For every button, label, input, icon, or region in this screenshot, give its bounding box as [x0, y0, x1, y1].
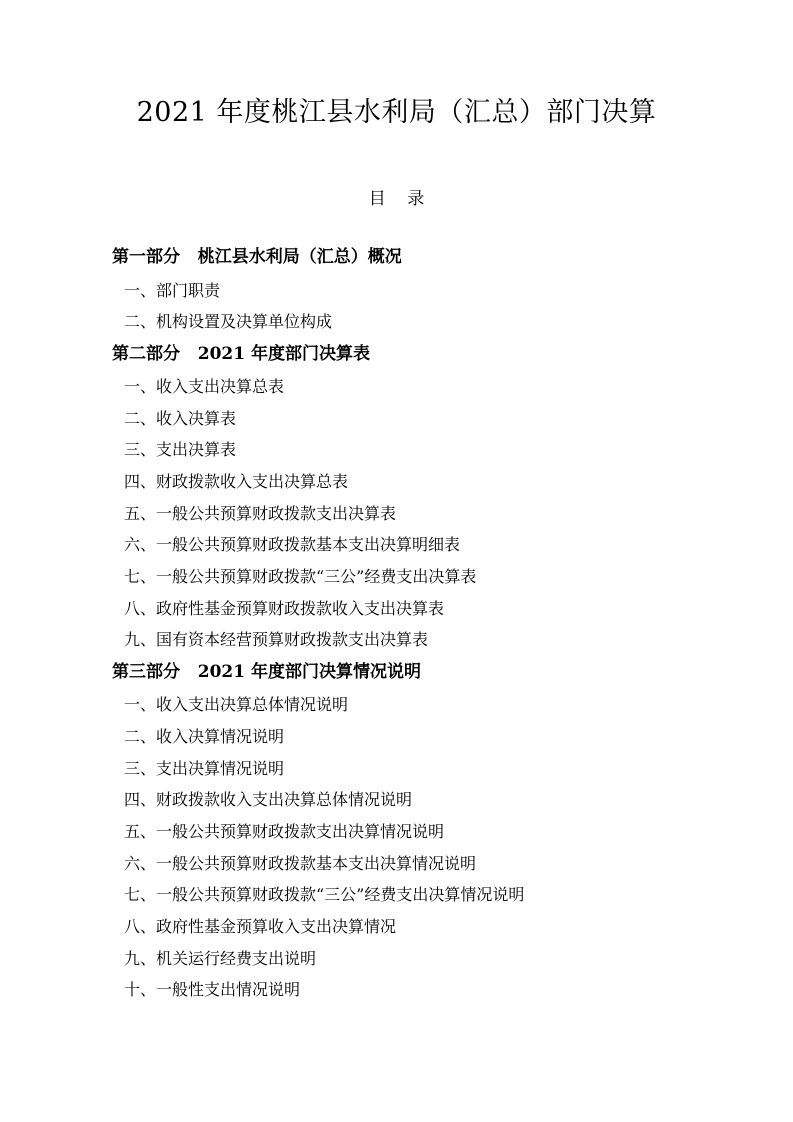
toc-part-heading[interactable]: [0, 338, 793, 371]
toc-item[interactable]: 二、收入决算情况说明: [124, 726, 285, 746]
toc-section-1: [0, 209, 793, 337]
toc-item[interactable]: 四、财政拨款收入支出决算总表: [124, 472, 349, 492]
toc-section-2: [0, 338, 793, 656]
part-title: 桃江县水利局（汇总）概况: [197, 247, 402, 268]
part-title: 2021 年度部门决算表: [197, 343, 370, 364]
toc-item[interactable]: 七、一般公共预算财政拨款“三公”经费支出决算表: [124, 567, 477, 587]
table-of-contents: [0, 209, 793, 1006]
toc-item[interactable]: 七、一般公共预算财政拨款“三公”经费支出决算情况说明: [124, 885, 525, 905]
toc-item[interactable]: 六、一般公共预算财政拨款基本支出决算情况说明: [124, 853, 477, 873]
toc-item[interactable]: 三、支出决算情况说明: [124, 758, 285, 778]
toc-item[interactable]: 四、财政拨款收入支出决算总体情况说明: [124, 790, 413, 810]
toc-section-3: [0, 656, 793, 1006]
part-label: 第三部分: [112, 662, 180, 683]
toc-item[interactable]: 二、机构设置及决算单位构成: [124, 312, 333, 332]
part-label: 第一部分: [112, 247, 180, 268]
page-title: 2021 年度桃江县水利局（汇总）部门决算: [136, 97, 657, 128]
toc-heading: 目 录: [368, 189, 433, 210]
part-label: 第二部分: [112, 343, 180, 364]
toc-item[interactable]: 二、收入决算表: [124, 408, 237, 428]
toc-item[interactable]: 八、政府性基金预算财政拨款收入支出决算表: [124, 598, 445, 618]
toc-item[interactable]: 五、一般公共预算财政拨款支出决算情况说明: [124, 821, 445, 841]
toc-item[interactable]: 六、一般公共预算财政拨款基本支出决算明细表: [124, 535, 461, 555]
toc-item[interactable]: 一、收入支出决算总表: [124, 377, 285, 397]
toc-item[interactable]: 十、一般性支出情况说明: [124, 980, 301, 1000]
toc-item[interactable]: 一、部门职责: [124, 280, 221, 300]
toc-part-heading[interactable]: [0, 241, 793, 274]
toc-item[interactable]: 八、政府性基金预算收入支出决算情况: [124, 916, 397, 936]
toc-item[interactable]: 三、支出决算表: [124, 440, 237, 460]
toc-part-heading[interactable]: [0, 656, 793, 689]
toc-item[interactable]: 九、机关运行经费支出说明: [124, 948, 317, 968]
toc-item[interactable]: 一、收入支出决算总体情况说明: [124, 695, 349, 715]
toc-item[interactable]: 九、国有资本经营预算财政拨款支出决算表: [124, 630, 429, 650]
part-title: 2021 年度部门决算情况说明: [197, 662, 421, 683]
toc-item[interactable]: 五、一般公共预算财政拨款支出决算表: [124, 503, 397, 523]
